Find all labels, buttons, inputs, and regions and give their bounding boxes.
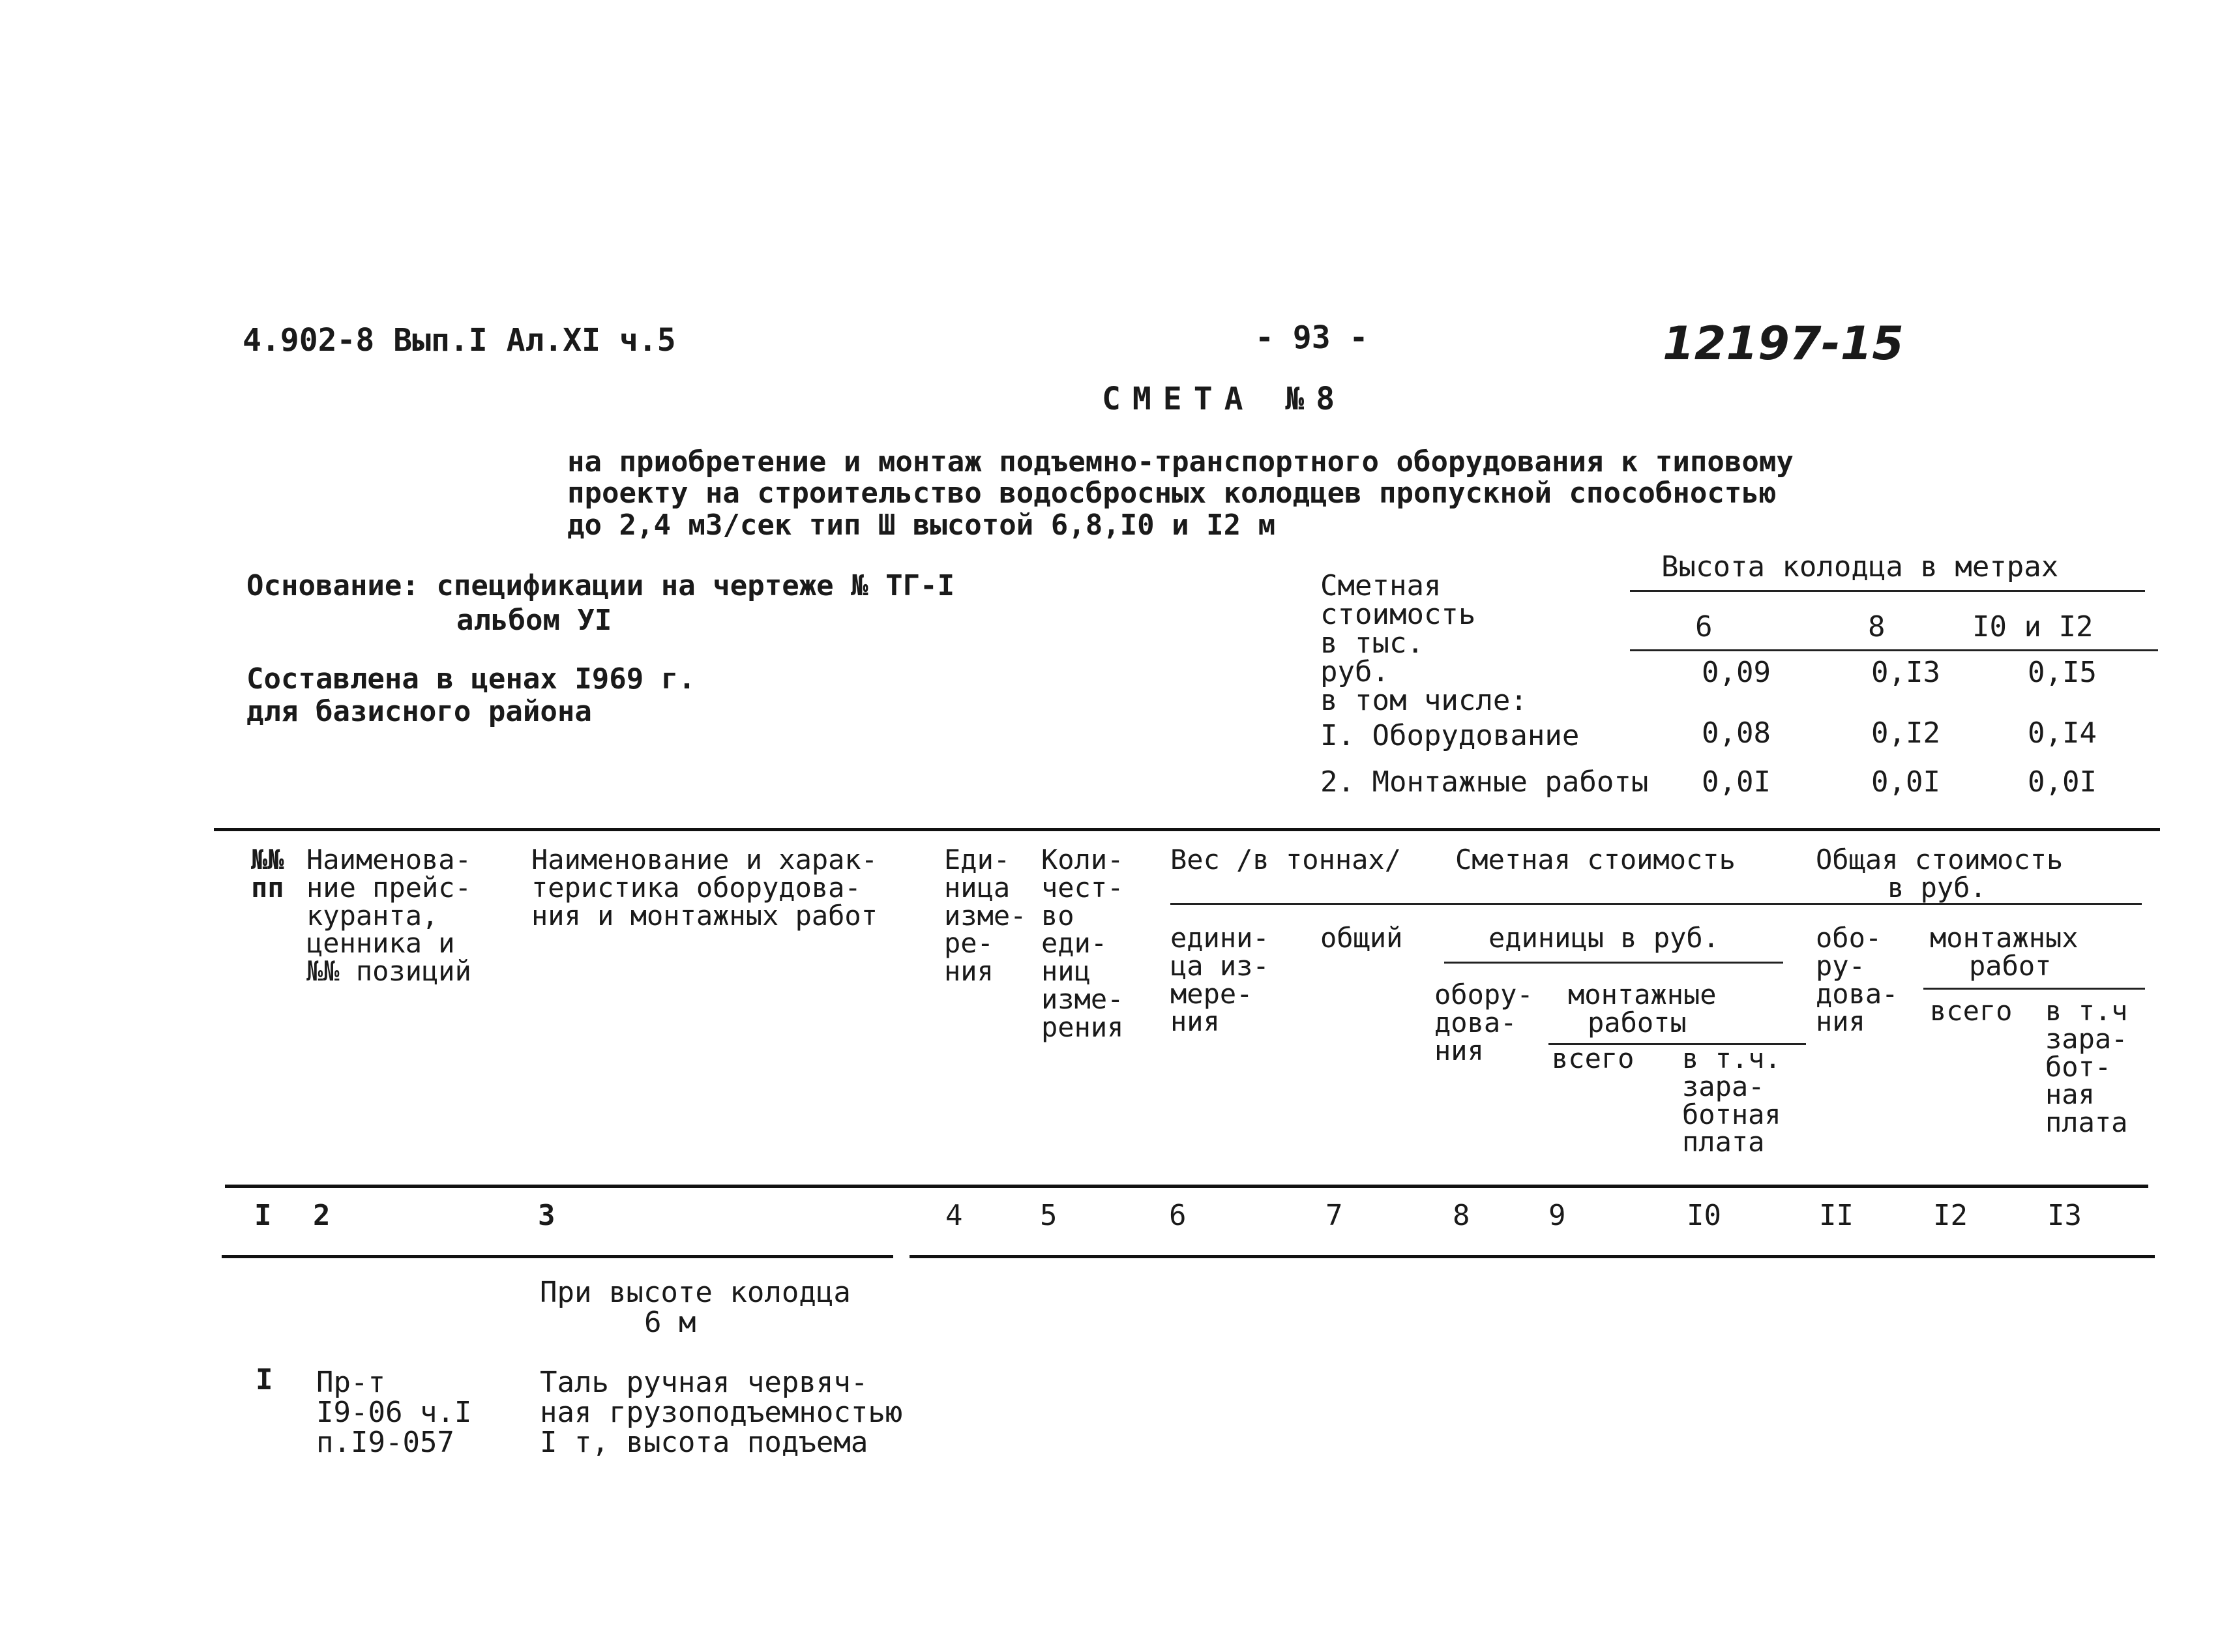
header-line: Коли- [1041, 844, 1124, 876]
total-cost-6: 0,09 [1702, 656, 1771, 689]
basis-line: Основание: спецификации на чертеже № ТГ-I [246, 569, 955, 602]
header-line: ца из- [1170, 949, 1269, 982]
unit-cost-header: единицы в руб. [1488, 922, 1720, 954]
column-numbers-rule-left [222, 1255, 893, 1258]
total-header-rule [1816, 903, 2142, 905]
header-bottom-rule [225, 1185, 2148, 1188]
prices-line: Составлена в ценах I969 г. [246, 662, 696, 696]
header-line: ние прейс- [306, 871, 471, 904]
row-desc-line: Таль ручная червяч- [540, 1366, 868, 1399]
installation-label: 2. Монтажные работы [1320, 765, 1649, 799]
header-line: ру- [1816, 949, 1865, 982]
column-number: 4 [945, 1199, 963, 1232]
total-install-total-header: всего [1930, 995, 2013, 1027]
header-line: зара- [1682, 1070, 1765, 1102]
equipment-cost-10-12: 0,I4 [2028, 716, 2097, 750]
header-line: куранта, [306, 899, 439, 932]
header-line: ценника и [306, 927, 455, 960]
column-number: I2 [1933, 1199, 1968, 1232]
header-line: теристика оборудова- [531, 871, 861, 904]
row-description [540, 1368, 902, 1458]
height-6: 6 [1695, 610, 1713, 643]
column-number: 3 [538, 1199, 555, 1232]
header-line: обору- [1434, 979, 1533, 1010]
total-installation-header [1930, 924, 2079, 981]
header-line: работы [1588, 1006, 1687, 1039]
header-line: пп [251, 871, 284, 904]
cost-label-line: в тыс. [1320, 627, 1424, 660]
installation-cost-6: 0,0I [1702, 765, 1771, 799]
equipment-label: I. Оборудование [1320, 719, 1580, 752]
unit-cost-rule [1444, 962, 1783, 964]
column-number: 5 [1040, 1199, 1058, 1232]
total-installation-rule [1923, 988, 2145, 990]
equipment-header [1434, 981, 1533, 1065]
column-number: I3 [2047, 1199, 2082, 1232]
header-line: обо- [1816, 922, 1882, 954]
handwritten-number: 12197-15 [1663, 317, 1904, 370]
installation-header [1568, 981, 1717, 1037]
header-line: монтажные [1568, 979, 1717, 1010]
header-line: ния [1170, 1005, 1220, 1038]
page-number: - 93 - [1255, 319, 1369, 356]
heights-rule [1630, 649, 2158, 651]
install-wages-header [1682, 1042, 1781, 1158]
including-label: в том числе: [1320, 684, 1528, 717]
column-number: I0 [1687, 1199, 1721, 1232]
section-heading-line: 6 м [644, 1306, 696, 1340]
header-line: рения [1041, 1010, 1124, 1043]
row-code-line: I9-06 ч.I [316, 1396, 472, 1430]
height-header-rule [1630, 590, 2145, 592]
weight-total-header: общий [1320, 922, 1403, 954]
column-number: 9 [1548, 1199, 1566, 1232]
cost-label [1320, 569, 1528, 717]
equipment-cost-8: 0,I2 [1871, 716, 1940, 750]
basis-album: альбом УI [456, 604, 612, 637]
subtitle-line: до 2,4 м3/сек тип Ш высотой 6,8,I0 и I2 м [567, 508, 1276, 542]
weight-unit-header [1170, 924, 1269, 1036]
header-line: едини- [1170, 922, 1269, 954]
row-number: I [256, 1363, 273, 1396]
height-10-12: I0 и I2 [1972, 610, 2094, 643]
height-8: 8 [1868, 610, 1886, 643]
header-line: ния и монтажных работ [531, 899, 878, 932]
header-line: чест- [1041, 871, 1124, 904]
header-line: мере- [1170, 977, 1253, 1010]
column-number: 7 [1325, 1199, 1343, 1232]
header-line: изме- [944, 899, 1027, 932]
table-top-rule [214, 828, 2160, 831]
col-unit-header [944, 846, 1026, 986]
header-line: дова- [1434, 1006, 1517, 1039]
subtitle-line: на приобретение и монтаж подъемно-транспортного оборудования к типовому [567, 445, 1794, 479]
header-line: в т.ч [2045, 995, 2128, 1027]
total-equipment-header [1816, 924, 1898, 1036]
height-header: Высота колодца в метрах [1661, 550, 2059, 583]
col-number-header [251, 846, 284, 902]
col-description-header [531, 846, 878, 930]
section-heading [540, 1278, 851, 1338]
col-pricelist-header [306, 846, 471, 986]
document-code: 4.902-8 Вып.I Ал.XI ч.5 [243, 322, 676, 359]
header-line: еди- [1041, 927, 1108, 960]
installation-cost-8: 0,0I [1871, 765, 1940, 799]
section-heading-line: При высоте колодца [540, 1276, 851, 1309]
header-line: изме- [1041, 983, 1124, 1016]
header-line: зара- [2045, 1022, 2128, 1055]
header-line: плата [2045, 1106, 2128, 1139]
header-line: дова- [1816, 977, 1899, 1010]
subtitle-line: проекту на строительство водосбросных колодцев пропускной способностью [567, 477, 1777, 510]
document-subtitle [567, 447, 1794, 541]
column-number: I [254, 1199, 272, 1232]
column-numbers-rule-right [910, 1255, 2155, 1258]
header-line: Наименова- [306, 844, 471, 876]
col-quantity-header [1041, 846, 1123, 1042]
cost-label-line: стоимость [1320, 598, 1476, 631]
header-line: плата [1682, 1126, 1765, 1158]
header-line: ния [1816, 1005, 1865, 1038]
header-line: в т.ч. [1682, 1042, 1781, 1074]
cost-label-line: Сметная [1320, 569, 1442, 602]
header-line: работ [1969, 949, 2052, 982]
header-line: ная [2045, 1078, 2095, 1111]
header-line: №№ [251, 844, 284, 876]
header-line: ница [944, 871, 1011, 904]
cost-label-line: руб. [1320, 655, 1389, 688]
row-desc-line: I т, высота подъема [540, 1426, 868, 1460]
header-line: бот- [2045, 1050, 2112, 1083]
document-heading: СМЕТА №8 [1102, 381, 1347, 417]
header-line: Общая стоимость [1816, 844, 2064, 876]
column-number: 2 [313, 1199, 331, 1232]
region-line: для базисного района [246, 695, 592, 728]
installation-cost-10-12: 0,0I [2028, 765, 2097, 799]
row-pricelist-code [316, 1368, 471, 1458]
header-line: ния [944, 955, 994, 988]
row-code-line: Пр-т [316, 1366, 385, 1399]
header-line: №№ позиций [306, 955, 471, 988]
column-number: II [1819, 1199, 1854, 1232]
row-code-line: п.I9-057 [316, 1426, 454, 1460]
estimate-header: Сметная стоимость [1455, 844, 1736, 876]
header-line: Наименование и харак- [531, 844, 878, 876]
header-line: ниц [1041, 955, 1091, 988]
equipment-cost-6: 0,08 [1702, 716, 1771, 750]
total-cost-10-12: 0,I5 [2028, 656, 2097, 689]
header-line: монтажных [1930, 922, 2079, 954]
column-number: 8 [1453, 1199, 1470, 1232]
total-install-wages-header [2045, 997, 2127, 1137]
weight-header: Вес /в тоннах/ [1170, 844, 1402, 876]
install-total-header: всего [1552, 1042, 1635, 1074]
column-number: 6 [1169, 1199, 1187, 1232]
total-cost-8: 0,I3 [1871, 656, 1940, 689]
header-line: во [1041, 899, 1074, 932]
header-line: Еди- [944, 844, 1011, 876]
header-line: в руб. [1887, 871, 1987, 904]
header-line: ботная [1682, 1098, 1781, 1130]
total-cost-header [1816, 846, 2063, 902]
header-line: ния [1434, 1034, 1484, 1067]
header-line: ре- [944, 927, 994, 960]
row-desc-line: ная грузоподъемностью [540, 1396, 903, 1430]
